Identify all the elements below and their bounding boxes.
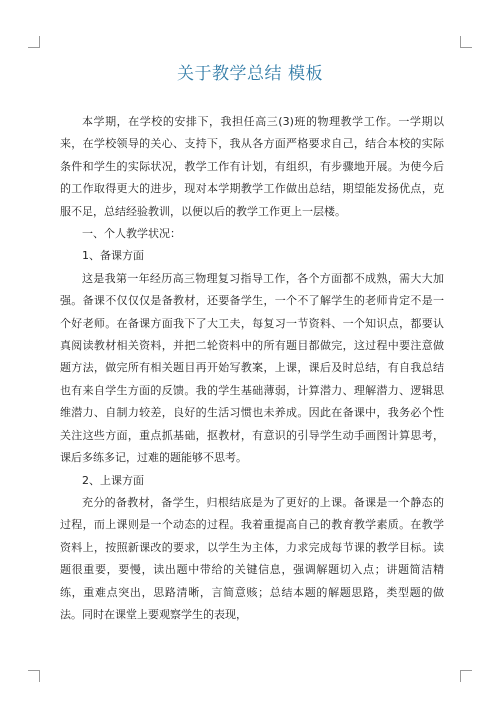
subsection-heading-teaching-class: 2、上课方面 [82, 473, 144, 487]
subsection-heading-lesson-prep: 1、备课方面 [82, 249, 144, 263]
crop-mark-bottom-right [460, 670, 472, 682]
crop-mark-bottom-left [28, 670, 40, 682]
lesson-prep-paragraph: 这是我第一年经历高三物理复习指导工作，各个方面都不成熟，需大大加强。备课不仅仅仅是备教材，还要备学生，一个不了解学生的老师肯定不是一个好老师。在备课方面我下了大工夫，每复习一节资料、一个知识点，都要认真阅读教材相关资料，并把二轮资料中的所有题目都做完，这过程中要注意做题方法，做完所有相关题目再开始写教案，上课，课后及时总结，有自我总结也有来自学生方面的反馈。我的学生基础薄弱，计算潜力、理解潜力、逻辑思维潜力、自制力较差，良好的生活习惯也未养成。因此在备课中，我务必个性关注这些方面，重点抓基础，抠教材，有意识的引导学生动手画图计算思考，课后多练多记，过难的题能够不思考。 [60, 271, 444, 465]
crop-mark-top-right [460, 36, 472, 48]
section-heading-personal-teaching: 一、个人教学状况： [82, 227, 181, 241]
crop-mark-top-left [28, 36, 40, 48]
document-body [60, 111, 444, 626]
document-title: 关于教学总结 模板 [177, 64, 323, 84]
intro-paragraph: 本学期，在学校的安排下，我担任高三(3)班的物理教学工作。一学期以来，在学校领导的关心、支持下，我从各方面严格要求自己，结合本校的实际条件和学生的实际状况，教学工作有计划，有组织，有步骤地开展。为使今后的工作取得更大的进步，现对本学期教学工作做出总结，期望能发扬优点，克服不足，总结经验教训，以便以后的教学工作更上一层楼。 [60, 115, 444, 218]
teaching-class-paragraph: 充分的备教材，备学生，归根结底是为了更好的上课。备课是一个静态的过程，而上课则是一个动态的过程。我着重提高自己的教育教学素质。在教学资料上，按照新课改的要求，以学生为主体，力求完成每节课的教学目标。读题很重要，要慢，读出题中带给的关键信息，强调解题切入点；讲题简洁精练，重难点突出，思路清晰，言简意赅；总结本题的解题思路，类型题的做法。同时在课堂上要观察学生的表现， [60, 495, 444, 621]
